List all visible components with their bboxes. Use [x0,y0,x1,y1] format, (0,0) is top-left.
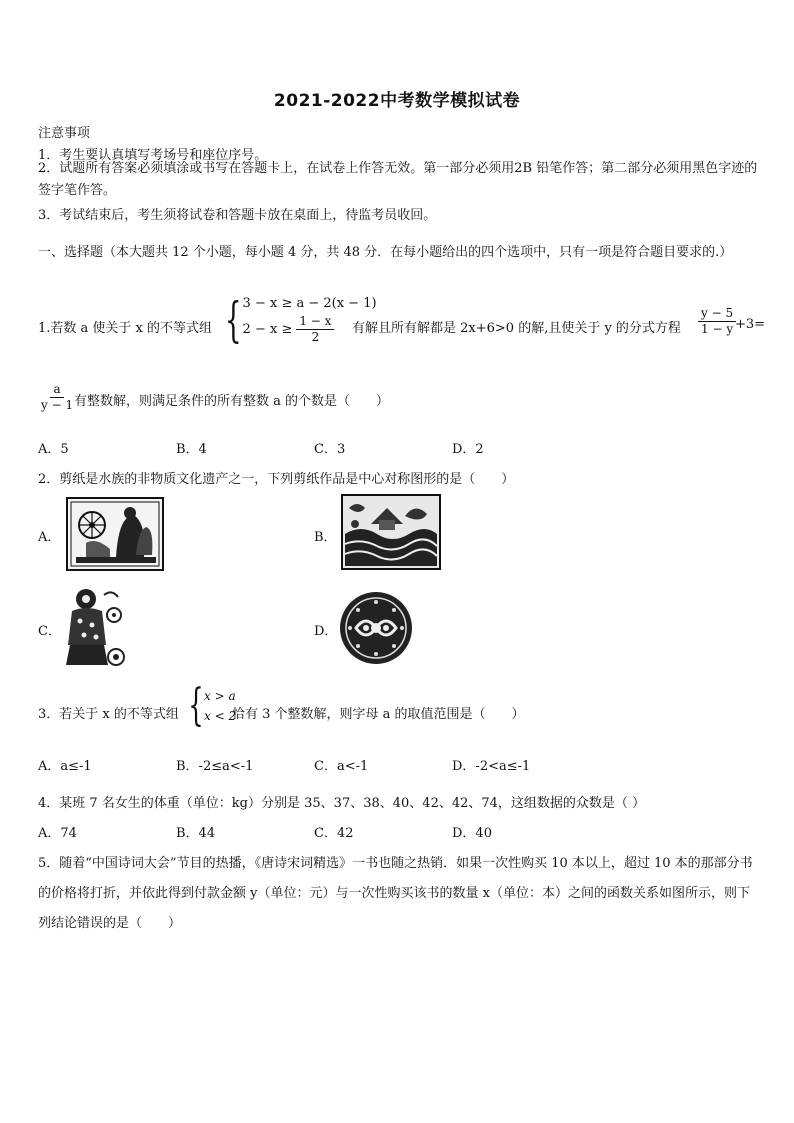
fraction-denominator: y − 1 [41,398,74,412]
q3-option-b[interactable]: B．-2≤a<-1 [176,759,254,774]
q4-option-c[interactable]: C．42 [314,826,354,841]
brace-icon: { [224,291,242,348]
q1-option-a[interactable]: A．5 [38,442,69,457]
section-heading: 一、选择题（本大题共 12 个小题，每小题 4 分，共 48 分．在每小题给出的四个选项中，只有一项是符合题目要求的.） [38,245,733,260]
q1-option-c[interactable]: C．3 [314,442,346,457]
q4-option-d[interactable]: D．40 [452,826,492,841]
q1-cont-fraction [38,382,76,413]
q2-label-b[interactable]: B． [314,530,337,545]
q2-label-d[interactable]: D． [314,624,338,639]
fraction-numerator: a [50,382,63,398]
q1-option-d[interactable]: D．2 [452,442,484,457]
q1-ineq-1: 3 − x ≥ a − 2(x − 1) [242,296,377,311]
page-title: 2021-2022中考数学模拟试卷 [273,91,521,111]
q4-option-a[interactable]: A．74 [38,826,77,841]
notice-item-3: 3．考试结束后，考生须将试卷和答题卡放在桌面上，待监考员收回。 [38,208,437,223]
papercut-b-image[interactable] [341,494,441,574]
q1-prefix: 1.若数 a 使关于 x 的不等式组 [38,321,213,336]
notice-heading: 注意事项 [38,126,91,141]
notice-item-1: 1．考生要认真填写考场号和座位序号。 [38,148,268,163]
q1-middle: 有解且所有解都是 2x+6>0 的解,且使关于 y 的分式方程 [352,321,681,336]
q3-option-c[interactable]: C．a<-1 [314,759,369,774]
q3-inequality-system [182,680,237,731]
brace-icon: { [188,680,204,731]
fraction-denominator: 1 − y [701,322,734,336]
q5-text: 5．随着“中国诗词大会”节目的热播，《唐诗宋词精选》一书也随之热销．如果一次性购买 10 本以上，超过 10 本的那部分书的价格将打折，并依此得到付款金额 y（单位：元）与一次性购买该书的数量 x（单位：本）之间的函数关系如图所示，则下列结论错误的是（ ） [38,856,753,931]
q3-ineq-2: x < 2 [204,709,237,723]
q3-option-d[interactable]: D．-2<a≤-1 [452,759,531,774]
q1-eq-tail: +3= [735,317,766,332]
q1-ineq-2-fraction [296,314,334,345]
papercut-a-image[interactable] [66,497,164,575]
q4-option-b[interactable]: B．44 [176,826,216,841]
q1-option-b[interactable]: B．4 [176,442,207,457]
notice-item-2: 2．试题所有答案必须填涂或书写在答题卡上，在试卷上作答无效。第一部分必须用2B 铅笔作答；第二部分必须用黑色字迹的签字笔作答。 [38,161,758,198]
q3-prefix: 3．若关于 x 的不等式组 [38,707,179,722]
papercut-d-image[interactable] [338,590,414,670]
fraction-numerator: y − 5 [698,306,736,322]
fraction-denominator: 2 [311,330,320,344]
q2-text: 2．剪纸是水族的非物质文化遗产之一，下列剪纸作品是中心对称图形的是（ ） [38,472,515,487]
q1-equation-fraction [698,306,736,337]
q1-cont-text: 有整数解，则满足条件的所有整数 a 的个数是（ ） [74,394,390,409]
q2-label-c[interactable]: C． [38,624,61,639]
q4-text: 4．某班 7 名女生的体重（单位：kg）分别是 35、37、38、40、42、42、74，这组数据的众数是（ ） [38,796,646,811]
q1-ineq-2-left: 2 − x ≥ [242,322,293,337]
q2-label-a[interactable]: A． [38,530,61,545]
papercut-c-image[interactable] [64,585,126,673]
fraction-numerator: 1 − x [296,314,334,330]
q3-suffix: 恰有 3 个整数解，则字母 a 的取值范围是（ ） [232,707,525,722]
q3-ineq-1: x > a [204,689,236,703]
q3-option-a[interactable]: A．a≤-1 [38,759,92,774]
